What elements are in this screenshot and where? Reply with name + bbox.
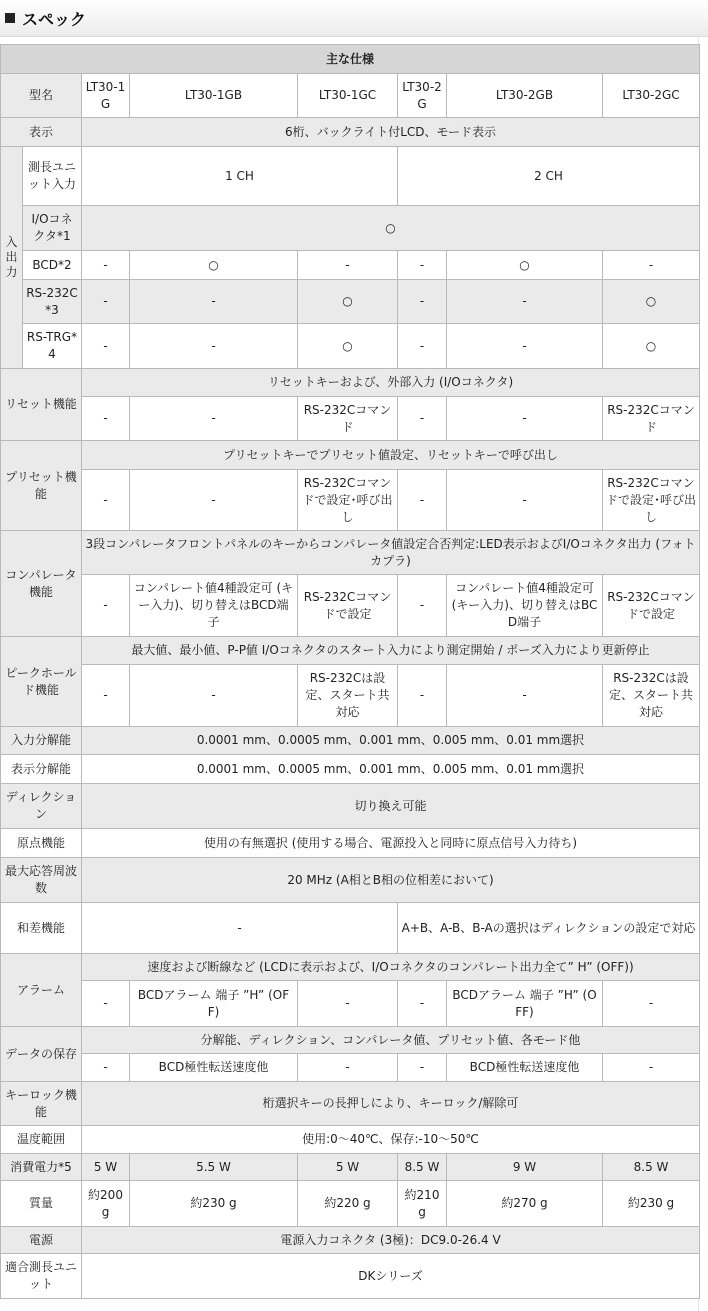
row-label-data-save: データの保存 [1,1027,82,1082]
row-label-comparator: コンパレータ機能 [1,531,82,637]
table-row [1,251,700,280]
row-label-temperature: 温度範囲 [1,1126,82,1154]
comparator-common: 3段コンパレータフロントパネルのキーからコンパレータ値設定合否判定:LED表示およびI/Oコネクタ出力 (フォトカプラ) [82,531,700,575]
bcd-cell: - [398,251,447,280]
preset-cell: - [130,470,298,531]
row-label-origin: 原点機能 [1,829,82,858]
table-row [1,1181,700,1227]
origin-value: 使用の有無選択 (使用する場合、電源投入と同時に原点信号入力待ち) [82,829,700,858]
row-label-rs232c: RS-232C*3 [23,280,82,324]
alarm-cell: - [298,981,398,1027]
table-row [1,1126,700,1154]
mass-cell: 約200 g [82,1181,130,1227]
data-save-cell: BCD極性転送速度他 [447,1054,603,1082]
row-label-rs-trg: RS-TRG*4 [23,324,82,369]
direction-value: 切り換え可能 [82,784,700,829]
row-label-max-response: 最大応答周波数 [1,858,82,903]
table-row [1,981,700,1027]
row-label-io-connector: I/Oコネクタ*1 [23,206,82,251]
table-row [1,784,700,829]
model-cell: LT30-1G [82,74,130,118]
comparator-cell: - [398,575,447,637]
table-row [1,829,700,858]
table-row [1,727,700,755]
table-row [1,637,700,665]
peak-hold-common: 最大値、最小値、P-P値 I/Oコネクタのスタート入力により測定開始 / ポーズ入力により更新停止 [82,637,700,665]
table-row [1,1027,700,1054]
comparator-cell: コンパレート値4種設定可 (キー入力)、切り替えはBCD端子 [130,575,298,637]
table-row [1,45,700,74]
mass-cell: 約220 g [298,1181,398,1227]
row-label-alarm: アラーム [1,954,82,1027]
spec-table [0,44,700,1299]
alarm-cell: - [398,981,447,1027]
sum-diff-2ch: A+B、A-B、B-Aの選択はディレクションの設定で対応 [398,903,700,954]
table-row [1,1082,700,1126]
row-label-mass: 質量 [1,1181,82,1227]
model-cell: LT30-1GC [298,74,398,118]
preset-cell: - [447,470,603,531]
row-label-input-resolution: 入力分解能 [1,727,82,755]
row-label-model: 型名 [1,74,82,118]
model-cell: LT30-2GB [447,74,603,118]
comparator-cell: - [82,575,130,637]
peak-hold-cell: RS-232Cは設定、スタート共対応 [298,665,398,727]
reset-cell: RS-232Cコマンド [298,397,398,441]
data-save-cell: BCD極性転送速度他 [130,1054,298,1082]
temperature-value: 使用:0～40℃、保存:-10～50℃ [82,1126,700,1154]
mass-cell: 約230 g [130,1181,298,1227]
reset-cell: - [398,397,447,441]
comparator-cell: コンパレート値4種設定可 (キー入力)、切り替えはBCD端子 [447,575,603,637]
table-row [1,324,700,369]
table-row [1,755,700,784]
reset-cell: RS-232Cコマンド [603,397,700,441]
row-label-display: 表示 [1,118,82,147]
row-label-preset: プリセット機能 [1,441,82,531]
bcd-cell: ○ [447,251,603,280]
page-title: スペック [22,10,87,29]
comparator-cell: RS-232Cコマンドで設定 [298,575,398,637]
table-row [1,665,700,727]
input-resolution-value: 0.0001 mm、0.0005 mm、0.001 mm、0.005 mm、0.01 mm選択 [82,727,700,755]
row-label-display-resolution: 表示分解能 [1,755,82,784]
row-label-key-lock: キーロック機能 [1,1082,82,1126]
table-row [1,206,700,251]
comparator-cell: RS-232Cコマンドで設定 [603,575,700,637]
table-row [1,118,700,147]
row-label-sum-diff: 和差機能 [1,903,82,954]
row-label-reset: リセット機能 [1,369,82,441]
reset-cell: - [82,397,130,441]
rs232c-cell: ○ [603,280,700,324]
table-row [1,280,700,324]
rs-trg-cell: ○ [603,324,700,369]
rs232c-cell: - [82,280,130,324]
mass-cell: 約210 g [398,1181,447,1227]
power-consumption-cell: 9 W [447,1154,603,1181]
table-row [1,1154,700,1181]
peak-hold-cell: - [398,665,447,727]
probe-input-1ch: 1 CH [82,147,398,206]
table-row [1,858,700,903]
table-row [1,1054,700,1082]
table-row [1,575,700,637]
power-consumption-cell: 5 W [82,1154,130,1181]
table-row [1,954,700,981]
table-row [1,147,700,206]
rs232c-cell: - [130,280,298,324]
table-caption: 主な仕様 [1,45,700,74]
io-connector-value: ○ [82,206,700,251]
rs-trg-cell: - [130,324,298,369]
display-resolution-value: 0.0001 mm、0.0005 mm、0.001 mm、0.005 mm、0.01 mm選択 [82,755,700,784]
table-row [1,397,700,441]
peak-hold-cell: RS-232Cは設定、スタート共対応 [603,665,700,727]
table-row [1,441,700,470]
table-row [1,1227,700,1254]
model-cell: LT30-1GB [130,74,298,118]
sum-diff-1ch: - [82,903,398,954]
bcd-cell: - [298,251,398,280]
alarm-cell: BCDアラーム 端子 ”H” (OFF) [130,981,298,1027]
mass-cell: 約270 g [447,1181,603,1227]
display-value: 6桁、バックライト付LCD、モード表示 [82,118,700,147]
spec-table-wrapper [0,44,699,1299]
peak-hold-cell: - [447,665,603,727]
row-label-probe-input: 測長ユニット入力 [23,147,82,206]
power-consumption-cell: 5.5 W [130,1154,298,1181]
preset-cell: - [82,470,130,531]
rs-trg-cell: - [398,324,447,369]
table-row [1,74,700,118]
model-cell: LT30-2GC [603,74,700,118]
row-label-power: 電源 [1,1227,82,1254]
power-value: 電源入力コネクタ (3極)：DC9.0-26.4 V [82,1227,700,1254]
data-save-cell: - [398,1054,447,1082]
power-consumption-cell: 5 W [298,1154,398,1181]
bcd-cell: - [82,251,130,280]
mass-cell: 約230 g [603,1181,700,1227]
rs232c-cell: - [447,280,603,324]
rs-trg-cell: - [447,324,603,369]
row-label-direction: ディレクション [1,784,82,829]
alarm-cell: - [603,981,700,1027]
preset-cell: - [398,470,447,531]
alarm-cell: - [82,981,130,1027]
alarm-cell: BCDアラーム 端子 ”H” (OFF) [447,981,603,1027]
power-consumption-cell: 8.5 W [603,1154,700,1181]
alarm-common: 速度および断線など (LCDに表示および、I/Oコネクタのコンパレート出力全て” H” (OFF)) [82,954,700,981]
data-save-cell: - [82,1054,130,1082]
bcd-cell: - [603,251,700,280]
table-row [1,470,700,531]
preset-cell: RS-232Cコマンドで設定･呼び出し [298,470,398,531]
max-response-value: 20 MHz (A相とB相の位相差において) [82,858,700,903]
peak-hold-cell: - [82,665,130,727]
table-row [1,369,700,397]
square-bullet-icon [5,13,15,23]
compatible-unit-value: DKシリーズ [82,1254,700,1299]
row-label-compatible-unit: 適合測長ユニット [1,1254,82,1299]
peak-hold-cell: - [130,665,298,727]
rs232c-cell: ○ [298,280,398,324]
bcd-cell: ○ [130,251,298,280]
power-consumption-cell: 8.5 W [398,1154,447,1181]
table-row [1,903,700,954]
rs232c-cell: - [398,280,447,324]
data-save-common: 分解能、ディレクション、コンパレータ値、プリセット値、各モード他 [82,1027,700,1054]
io-group-label: 入出力 [1,147,23,369]
key-lock-value: 桁選択キーの長押しにより、キーロック/解除可 [82,1082,700,1126]
preset-common: プリセットキーでプリセット値設定、リセットキーで呼び出し [82,441,700,470]
rs-trg-cell: ○ [298,324,398,369]
row-label-peak-hold: ピークホールド機能 [1,637,82,727]
data-save-cell: - [603,1054,700,1082]
reset-cell: - [447,397,603,441]
rs-trg-cell: - [82,324,130,369]
table-row [1,1254,700,1299]
preset-cell: RS-232Cコマンドで設定･呼び出し [603,470,700,531]
reset-common: リセットキーおよび、外部入力 (I/Oコネクタ) [82,369,700,397]
row-label-power-consumption: 消費電力*5 [1,1154,82,1181]
section-heading [0,0,708,37]
model-cell: LT30-2G [398,74,447,118]
data-save-cell: - [298,1054,398,1082]
probe-input-2ch: 2 CH [398,147,700,206]
row-label-bcd: BCD*2 [23,251,82,280]
reset-cell: - [130,397,298,441]
table-row [1,531,700,575]
